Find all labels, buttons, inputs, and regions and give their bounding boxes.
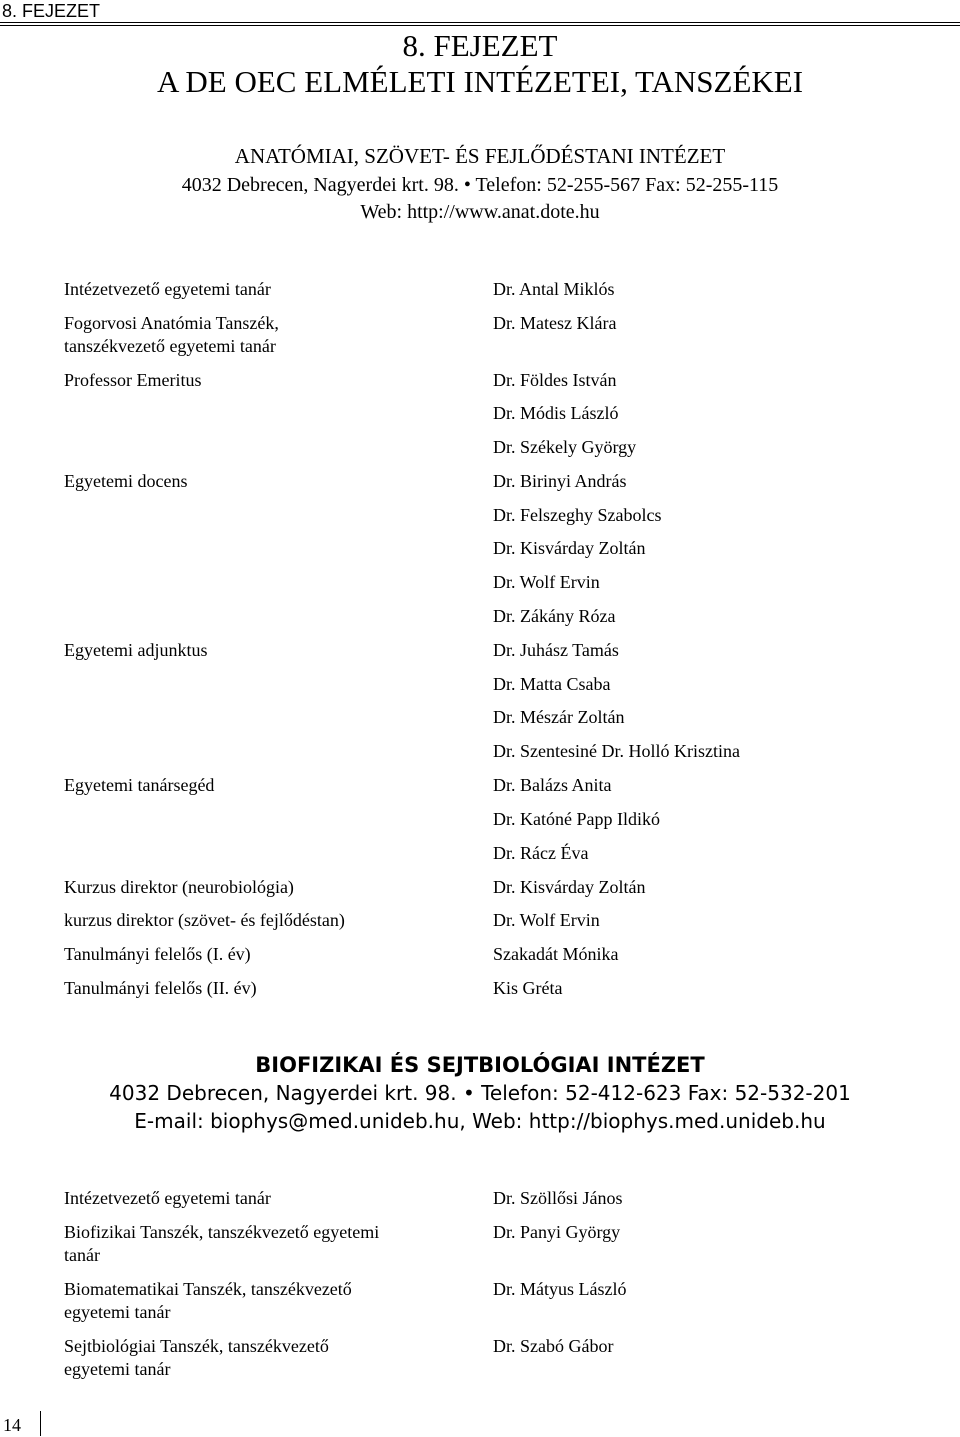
role-label: egyetemi tanár: [64, 1302, 171, 1322]
header-rule-top: [0, 22, 960, 23]
institute2-name: BIOFIZIKAI ÉS SEJTBIOLÓGIAI INTÉZET: [255, 1053, 705, 1077]
staff-name: Dr. Módis László: [493, 403, 619, 423]
header-rule-bottom: [0, 25, 960, 26]
staff-name: Dr. Szöllősi János: [493, 1188, 623, 1208]
staff-name: Dr. Mátyus László: [493, 1279, 627, 1299]
staff-name: Dr. Matesz Klára: [493, 313, 617, 333]
staff-name: Dr. Szentesiné Dr. Holló Krisztina: [493, 741, 740, 761]
institute2-contact: E-mail: biophys@med.unideb.hu, Web: http://biophys.med.unideb.hu: [134, 1109, 826, 1133]
institute2-address: 4032 Debrecen, Nagyerdei krt. 98. • Telefon: 52-412-623 Fax: 52-532-201: [109, 1081, 851, 1105]
staff-name: Dr. Katóné Papp Ildikó: [493, 809, 660, 829]
role-label: Intézetvezető egyetemi tanár: [64, 1188, 271, 1208]
role-label: Professor Emeritus: [64, 370, 202, 390]
role-label: Tanulmányi felelős (II. év): [64, 978, 257, 998]
staff-name: Dr. Mészár Zoltán: [493, 707, 625, 727]
staff-name: Dr. Székely György: [493, 437, 637, 457]
staff-name: Dr. Birinyi András: [493, 471, 627, 491]
role-label: Sejtbiológiai Tanszék, tanszékvezető: [64, 1336, 329, 1356]
role-label: Egyetemi tanársegéd: [64, 775, 215, 795]
role-label: Egyetemi adjunktus: [64, 640, 208, 660]
staff-name: Dr. Kisvárday Zoltán: [493, 877, 646, 897]
role-label: Egyetemi docens: [64, 471, 188, 491]
staff-name: Dr. Wolf Ervin: [493, 910, 600, 930]
chapter-number: 8. FEJEZET: [402, 28, 558, 63]
institute1-name: ANATÓMIAI, SZÖVET- ÉS FEJLŐDÉSTANI INTÉZET: [234, 144, 726, 168]
footer-margin-line: [40, 1411, 41, 1436]
staff-name: Dr. Felszeghy Szabolcs: [493, 505, 662, 525]
role-label: Tanulmányi felelős (I. év): [64, 944, 251, 964]
institute1-web: Web: http://www.anat.dote.hu: [360, 201, 600, 223]
role-label: tanszékvezető egyetemi tanár: [64, 336, 276, 356]
staff-name: Dr. Szabó Gábor: [493, 1336, 614, 1356]
institute1-address: 4032 Debrecen, Nagyerdei krt. 98. • Telefon: 52-255-567 Fax: 52-255-115: [181, 174, 779, 196]
staff-name: Dr. Matta Csaba: [493, 674, 611, 694]
staff-name: Dr. Kisvárday Zoltán: [493, 538, 646, 558]
role-label: Fogorvosi Anatómia Tanszék,: [64, 313, 279, 333]
role-label: tanár: [64, 1245, 100, 1265]
role-label: Kurzus direktor (neurobiológia): [64, 877, 294, 897]
page-number: 14: [3, 1415, 21, 1435]
staff-name: Dr. Antal Miklós: [493, 279, 615, 299]
staff-name: Kis Gréta: [493, 978, 563, 998]
role-label: Biofizikai Tanszék, tanszékvezető egyetemi: [64, 1222, 380, 1242]
role-label: egyetemi tanár: [64, 1359, 171, 1379]
staff-name: Dr. Balázs Anita: [493, 775, 612, 795]
staff-name: Dr. Zákány Róza: [493, 606, 616, 626]
role-label: kurzus direktor (szövet- és fejlődéstan): [64, 910, 345, 930]
staff-name: Dr. Rácz Éva: [493, 843, 589, 863]
staff-name: Szakadát Mónika: [493, 944, 619, 964]
role-label: Intézetvezető egyetemi tanár: [64, 279, 271, 299]
running-header: 8. FEJEZET: [2, 1, 101, 21]
staff-name: Dr. Panyi György: [493, 1222, 621, 1242]
staff-name: Dr. Wolf Ervin: [493, 572, 600, 592]
chapter-title: A DE OEC ELMÉLETI INTÉZETEI, TANSZÉKEI: [156, 64, 804, 99]
staff-name: Dr. Juhász Tamás: [493, 640, 619, 660]
staff-name: Dr. Földes István: [493, 370, 617, 390]
role-label: Biomatematikai Tanszék, tanszékvezető: [64, 1279, 352, 1299]
